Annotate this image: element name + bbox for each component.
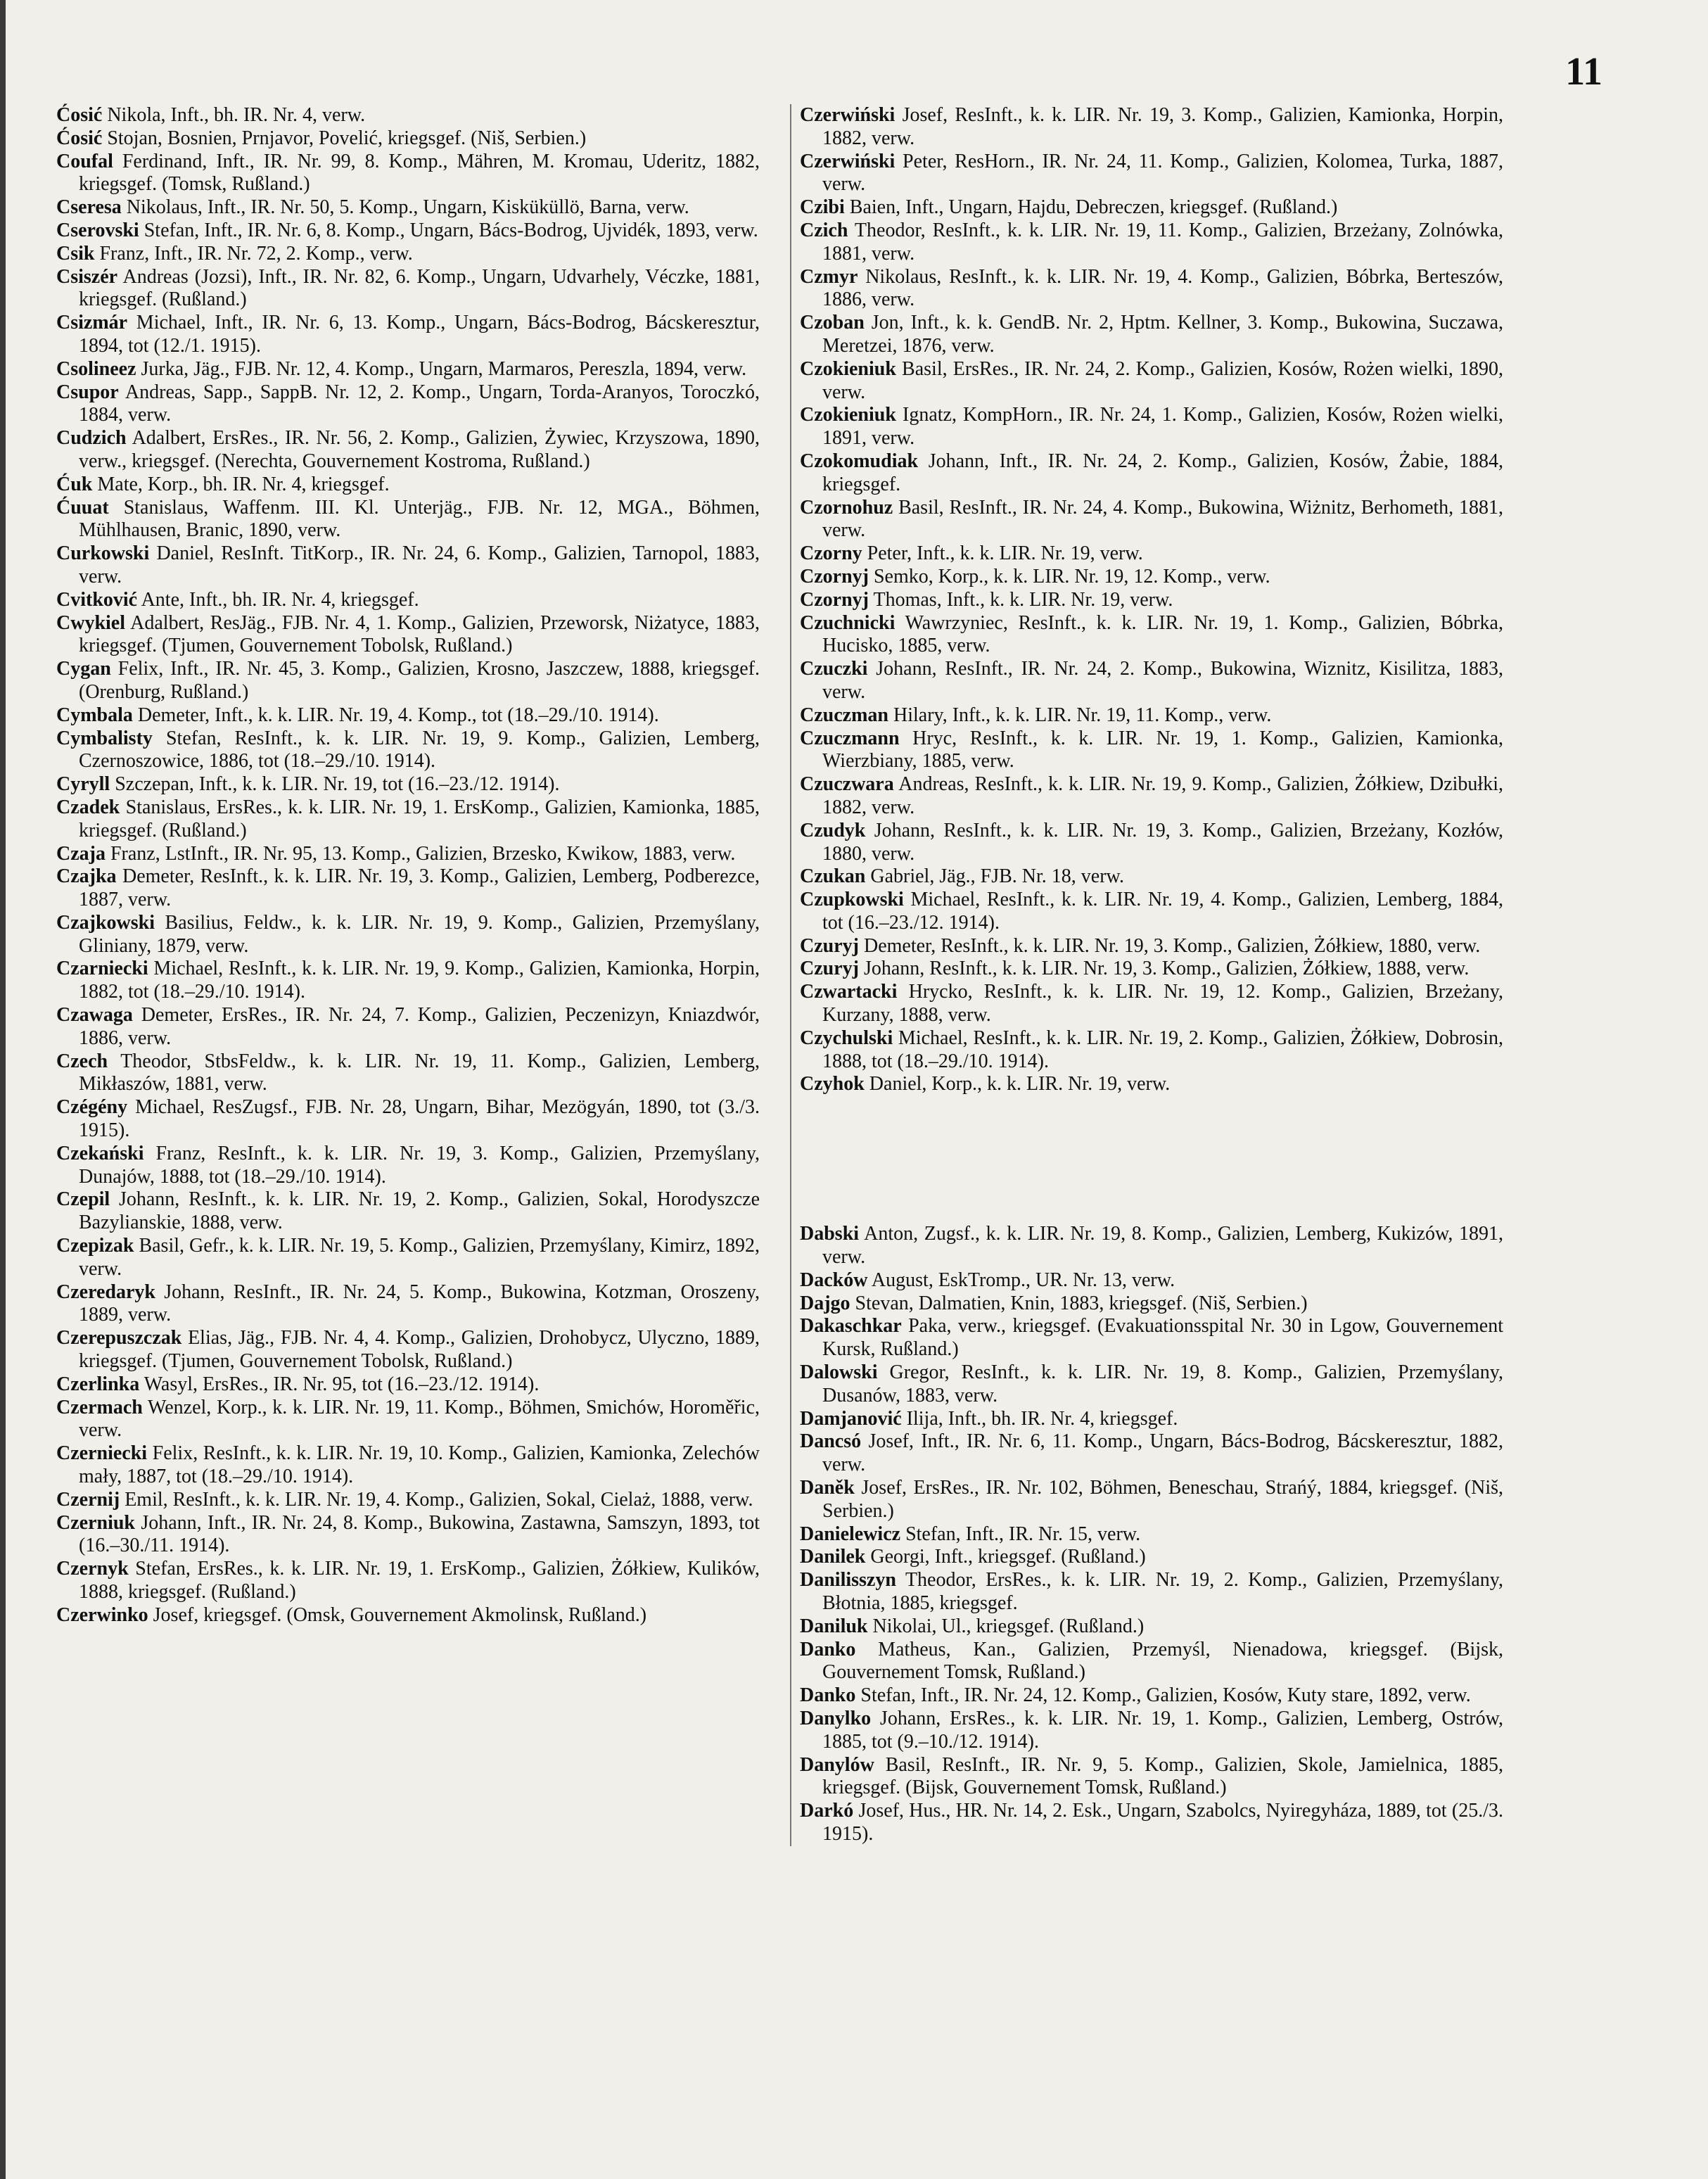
entry-surname: Czychulski xyxy=(800,1027,893,1049)
list-item xyxy=(56,1004,760,1050)
entry-details: Theodor, ResInft., k. k. LIR. Nr. 19, 11. Komp., Galizien, Brzeżany, Zolnówka, 1881, verw. xyxy=(822,219,1503,265)
entry-details: Gabriel, Jäg., FJB. Nr. 18, verw. xyxy=(870,865,1124,888)
list-item xyxy=(800,266,1503,312)
list-item xyxy=(800,1754,1503,1800)
entry-details: Andreas (Jozsi), Inft., IR. Nr. 82, 6. Komp., Ungarn, Udvarhely, Véczke, 1881, kriegsgef. (Rußland.) xyxy=(79,265,760,311)
list-item xyxy=(800,542,1503,566)
entry-surname: Czwartacki xyxy=(800,981,898,1003)
list-item xyxy=(56,843,760,866)
right-column-c-entries xyxy=(800,104,1503,1096)
right-column xyxy=(790,104,1503,1846)
list-item xyxy=(800,1361,1503,1408)
entry-details: Hilary, Inft., k. k. LIR. Nr. 19, 11. Komp., verw. xyxy=(893,704,1272,726)
entry-surname: Damjanović xyxy=(800,1407,902,1430)
entry-details: Stojan, Bosnien, Prnjavor, Povelić, kriegsgef. (Niš, Serbien.) xyxy=(107,127,587,149)
entry-surname: Cudzich xyxy=(56,427,127,450)
list-item xyxy=(56,220,760,243)
list-item xyxy=(800,1639,1503,1685)
entry-surname: Dalowski xyxy=(800,1361,878,1384)
entry-details: Michael, ResInft., k. k. LIR. Nr. 19, 2. Komp., Galizien, Żółkiew, Dobrosin, 1888, tot (18.–29./10. 1914). xyxy=(822,1027,1504,1072)
entry-surname: Czuryj xyxy=(800,934,859,957)
list-item xyxy=(56,728,760,774)
list-item xyxy=(800,1569,1503,1615)
entry-details: Johann, Inft., IR. Nr. 24, 2. Komp., Galizien, Kosów, Żabie, 1884, kriegsgef. xyxy=(822,450,1504,495)
entry-details: Johann, ResInft., k. k. LIR. Nr. 19, 2. Komp., Galizien, Sokal, Horodyszcze Bazylianskie, 1888, verw. xyxy=(79,1188,760,1234)
list-item xyxy=(56,1558,760,1604)
entry-details: Demeter, Inft., k. k. LIR. Nr. 19, 4. Komp., tot (18.–29./10. 1914). xyxy=(137,704,659,726)
entry-details: Josef, ResInft., k. k. LIR. Nr. 19, 3. Komp., Galizien, Kamionka, Horpin, 1882, verw. xyxy=(822,104,1503,149)
list-item xyxy=(56,865,760,912)
entry-surname: Cymbalisty xyxy=(56,727,153,749)
list-item xyxy=(800,773,1503,820)
list-item xyxy=(800,658,1503,704)
list-item xyxy=(56,612,760,659)
entry-surname: Czornyj xyxy=(800,565,869,587)
entry-surname: Czokomudiak xyxy=(800,450,919,472)
entry-details: Ignatz, KompHorn., IR. Nr. 24, 1. Komp., Galizien, Kosów, Rożen wielki, 1891, verw. xyxy=(822,404,1503,450)
entry-details: Basil, ResInft., IR. Nr. 24, 4. Komp., Bukowina, Wiżnitz, Berhometh, 1881, verw. xyxy=(822,496,1503,542)
entry-surname: Csiszér xyxy=(56,265,118,288)
entry-surname: Czeredaryk xyxy=(56,1281,155,1303)
list-item xyxy=(56,474,760,497)
list-item xyxy=(56,589,760,612)
list-item xyxy=(56,1604,760,1627)
list-item xyxy=(56,243,760,266)
list-item xyxy=(800,1800,1503,1846)
list-item xyxy=(800,566,1503,589)
entry-surname: Czokieniuk xyxy=(800,357,896,380)
entry-details: Ilija, Inft., bh. IR. Nr. 4, kriegsgef. xyxy=(906,1407,1178,1430)
entry-details: Demeter, ResInft., k. k. LIR. Nr. 19, 3. Komp., Galizien, Żółkiew, 1880, verw. xyxy=(863,934,1481,957)
entry-surname: Dacków xyxy=(800,1269,868,1291)
entry-surname: Danko xyxy=(800,1684,856,1707)
entry-surname: Cserovski xyxy=(56,219,139,241)
entry-surname: Czerlinka xyxy=(56,1373,140,1395)
list-item xyxy=(56,1442,760,1489)
entry-details: Stevan, Dalmatien, Knin, 1883, kriegsgef. (Niš, Serbien.) xyxy=(855,1292,1308,1314)
entry-surname: Czerniuk xyxy=(56,1511,135,1534)
entry-details: Hryc, ResInft., k. k. LIR. Nr. 19, 1. Komp., Galizien, Kamionka, Wierzbiany, 1885, verw. xyxy=(822,727,1504,773)
list-item xyxy=(56,196,760,220)
list-item xyxy=(800,497,1503,543)
list-item xyxy=(800,358,1503,405)
entry-surname: Czuczman xyxy=(800,704,888,726)
entry-surname: Czich xyxy=(800,219,848,241)
entry-details: Wasyl, ErsRes., IR. Nr. 95, tot (16.–23./12. 1914). xyxy=(144,1373,540,1395)
entry-surname: Csolineez xyxy=(56,357,136,380)
entry-surname: Czerwiński xyxy=(800,150,896,172)
list-item xyxy=(800,1430,1503,1477)
list-item xyxy=(800,1615,1503,1639)
list-item xyxy=(800,220,1503,266)
entry-surname: Czajka xyxy=(56,865,117,888)
entry-details: Anton, Zugsf., k. k. LIR. Nr. 19, 8. Komp., Galizien, Lemberg, Kukizów, 1891, verw. xyxy=(822,1223,1503,1269)
list-item xyxy=(800,865,1503,889)
entry-details: Basil, ErsRes., IR. Nr. 24, 2. Komp., Galizien, Kosów, Rożen wielki, 1890, verw. xyxy=(822,357,1503,403)
entry-surname: Danylko xyxy=(800,1708,872,1729)
entry-details: Felix, ResInft., k. k. LIR. Nr. 19, 10. Komp., Galizien, Kamionka, Zelechów mały, 1887, tot (18.–29./10. 1914). xyxy=(79,1442,760,1488)
entry-surname: Czukan xyxy=(800,865,866,888)
list-item xyxy=(800,728,1503,774)
entry-details: Stanislaus, Waffenm. III. Kl. Unterjäg., FJB. Nr. 12, MGA., Böhmen, Mühlhausen, Branic, 1890, verw. xyxy=(79,496,760,542)
list-item xyxy=(800,589,1503,612)
entry-surname: Cseresa xyxy=(56,196,122,219)
entry-surname: Czajkowski xyxy=(56,911,155,934)
list-item xyxy=(56,912,760,958)
list-item xyxy=(800,151,1503,197)
entry-surname: Czekański xyxy=(56,1142,144,1164)
entry-details: Wawrzyniec, ResInft., k. k. LIR. Nr. 19, 1. Komp., Galizien, Bóbrka, Hucisko, 1885, verw. xyxy=(822,611,1503,657)
entry-details: Basilius, Feldw., k. k. LIR. Nr. 19, 9. Komp., Galizien, Przemyślany, Gliniany, 1879, verw. xyxy=(79,911,760,957)
entry-surname: Czech xyxy=(56,1050,108,1072)
entry-surname: Cymbala xyxy=(56,704,133,726)
entry-surname: Dakaschkar xyxy=(800,1315,902,1338)
entry-details: Nikolaus, ResInft., k. k. LIR. Nr. 19, 4. Komp., Galizien, Bóbrka, Berteszów, 1886, verw. xyxy=(822,265,1504,311)
list-item xyxy=(800,1708,1503,1754)
list-item xyxy=(800,1546,1503,1569)
list-item xyxy=(800,704,1503,728)
entry-details: Josef, kriegsgef. (Omsk, Gouvernement Akmolinsk, Rußland.) xyxy=(153,1603,647,1626)
list-item xyxy=(56,427,760,474)
entry-details: Stefan, Inft., IR. Nr. 15, verw. xyxy=(905,1523,1141,1545)
list-item xyxy=(56,773,760,796)
page-number: 11 xyxy=(1565,50,1602,94)
list-item xyxy=(56,151,760,197)
entry-surname: Czuczwara xyxy=(800,773,894,796)
entry-surname: Daněk xyxy=(800,1477,855,1499)
entry-surname: Czorny xyxy=(800,542,862,565)
entry-details: Nikola, Inft., bh. IR. Nr. 4, verw. xyxy=(107,104,366,126)
list-item xyxy=(800,1223,1503,1269)
list-item xyxy=(800,1269,1503,1292)
entry-surname: Cyryll xyxy=(56,773,110,796)
list-item xyxy=(56,104,760,127)
list-item xyxy=(56,1512,760,1558)
entry-details: Stefan, Inft., IR. Nr. 6, 8. Komp., Ungarn, Bács-Bodrog, Ujvidék, 1893, verw. xyxy=(144,219,758,241)
entry-surname: Czerwinko xyxy=(56,1603,148,1626)
entry-details: Peter, Inft., k. k. LIR. Nr. 19, verw. xyxy=(867,542,1143,565)
entry-details: Stefan, ResInft., k. k. LIR. Nr. 19, 9. Komp., Galizien, Lemberg, Czernoszowice, 1886, tot (18.–29./10. 1914). xyxy=(79,727,760,773)
entry-details: Hrycko, ResInft., k. k. LIR. Nr. 19, 12. Komp., Galizien, Brzeżany, Kurzany, 1888, verw. xyxy=(822,981,1503,1027)
entry-surname: Cvitković xyxy=(56,588,138,611)
entry-surname: Dancsó xyxy=(800,1430,862,1453)
entry-surname: Cwykiel xyxy=(56,611,125,634)
entry-details: Andreas, Sapp., SappB. Nr. 12, 2. Komp., Ungarn, Torda-Aranyos, Toroczkó, 1884, verw. xyxy=(79,381,760,426)
list-item xyxy=(56,542,760,589)
entry-surname: Czawaga xyxy=(56,1004,133,1027)
entry-details: Johann, ResInft., IR. Nr. 24, 2. Komp., Bukowina, Wiznitz, Kisilitza, 1883, verw. xyxy=(822,658,1504,703)
entry-details: Daniel, ResInft. TitKorp., IR. Nr. 24, 6. Komp., Galizien, Tarnopol, 1883, verw. xyxy=(79,542,760,587)
entry-surname: Daniluk xyxy=(800,1615,868,1637)
entry-details: Michael, ResInft., k. k. LIR. Nr. 19, 9. Komp., Galizien, Kamionka, Horpin, 1882, tot (18.–29./10. 1914). xyxy=(79,958,760,1003)
list-item xyxy=(800,612,1503,659)
entry-details: Andreas, ResInft., k. k. LIR. Nr. 19, 9. Komp., Galizien, Żółkiew, Dzibułki, 1882, verw. xyxy=(822,773,1503,818)
entry-surname: Czokieniuk xyxy=(800,404,896,426)
entry-surname: Czerniecki xyxy=(56,1442,148,1465)
list-item xyxy=(56,312,760,358)
entry-details: Josef, ErsRes., IR. Nr. 102, Böhmen, Beneschau, Strańý, 1884, kriegsgef. (Niš, Serbien.) xyxy=(822,1477,1503,1522)
list-item xyxy=(56,1489,760,1512)
list-item xyxy=(800,958,1503,981)
entry-surname: Czudyk xyxy=(800,819,866,841)
list-item xyxy=(56,1188,760,1235)
entry-surname: Czibi xyxy=(800,196,845,219)
entry-details: August, EskTromp., UR. Nr. 13, verw. xyxy=(871,1269,1175,1291)
entry-surname: Czuczki xyxy=(800,658,868,680)
entry-details: Felix, Inft., IR. Nr. 45, 3. Komp., Galizien, Krosno, Jaszczew, 1888, kriegsgef. (Orenburg, Rußland.) xyxy=(79,658,760,703)
entry-details: Semko, Korp., k. k. LIR. Nr. 19, 12. Komp., verw. xyxy=(873,565,1270,587)
entry-surname: Czadek xyxy=(56,796,120,818)
entry-details: Paka, verw., kriegsgef. (Evakuationsspital Nr. 30 in Lgow, Gouvernement Kursk, Rußland.) xyxy=(822,1315,1503,1361)
entry-surname: Csik xyxy=(56,242,95,265)
entry-details: Szczepan, Inft., k. k. LIR. Nr. 19, tot (16.–23./12. 1914). xyxy=(115,773,560,796)
entry-details: Demeter, ErsRes., IR. Nr. 24, 7. Komp., Galizien, Peczenizyn, Kniazdwór, 1886, verw. xyxy=(79,1004,760,1049)
entry-surname: Danilek xyxy=(800,1546,866,1568)
entry-surname: Darkó xyxy=(800,1800,854,1822)
entry-details: Matheus, Kan., Galizien, Przemyśl, Nienadowa, kriegsgef. (Bijsk, Gouvernement Tomsk, Rußland.) xyxy=(822,1638,1503,1684)
left-column xyxy=(56,104,760,1627)
entry-details: Jurka, Jäg., FJB. Nr. 12, 4. Komp., Ungarn, Marmaros, Pereszla, 1894, verw. xyxy=(141,357,747,380)
entry-surname: Czernij xyxy=(56,1488,120,1511)
entry-details: Adalbert, ResJäg., FJB. Nr. 4, 1. Komp., Galizien, Przeworsk, Niżatyce, 1883, kriegsgef. (Tjumen, Gouvernement Tobolsk, Rußland.) xyxy=(79,611,760,657)
entry-details: Josef, Hus., HR. Nr. 14, 2. Esk., Ungarn, Szabolcs, Nyiregyháza, 1889, tot (25./3. 1915). xyxy=(822,1800,1503,1845)
entry-details: Theodor, ErsRes., k. k. LIR. Nr. 19, 2. Komp., Galizien, Przemyślany, Błotnia, 1885, kriegsgef. xyxy=(822,1569,1503,1615)
entry-details: Baien, Inft., Ungarn, Hajdu, Debreczen, kriegsgef. (Rußland.) xyxy=(849,196,1338,219)
entry-details: Thomas, Inft., k. k. LIR. Nr. 19, verw. xyxy=(873,588,1173,611)
entry-surname: Ćosić xyxy=(56,127,103,149)
list-item xyxy=(800,1073,1503,1096)
entry-details: Franz, LstInft., IR. Nr. 95, 13. Komp., Galizien, Brzesko, Kwikow, 1883, verw. xyxy=(110,842,736,865)
entry-surname: Czuczmann xyxy=(800,727,900,749)
entry-details: Stanislaus, ErsRes., k. k. LIR. Nr. 19, 1. ErsKomp., Galizien, Kamionka, 1885, kriegsgef. (Rußland.) xyxy=(79,796,760,841)
entry-surname: Danko xyxy=(800,1638,856,1660)
list-item xyxy=(56,1327,760,1373)
list-item xyxy=(56,1235,760,1281)
list-item xyxy=(800,1684,1503,1708)
entry-details: Johann, ErsRes., k. k. LIR. Nr. 19, 1. Komp., Galizien, Lemberg, Ostrów, 1885, tot (9.–10./12. 1914). xyxy=(822,1708,1504,1753)
list-item xyxy=(56,381,760,428)
list-item xyxy=(800,935,1503,958)
entry-details: Johann, ResInft., k. k. LIR. Nr. 19, 3. Komp., Galizien, Żółkiew, 1888, verw. xyxy=(863,958,1470,980)
entry-surname: Czepizak xyxy=(56,1235,134,1257)
list-item xyxy=(56,1281,760,1328)
entry-details: Nikolai, Ul., kriegsgef. (Rußland.) xyxy=(872,1615,1145,1637)
entry-surname: Czaja xyxy=(56,842,106,865)
entry-details: Stefan, Inft., IR. Nr. 24, 12. Komp., Galizien, Kosów, Kuty stare, 1892, verw. xyxy=(860,1684,1471,1707)
list-item xyxy=(800,450,1503,497)
entry-surname: Csupor xyxy=(56,381,119,403)
entry-details: Johann, ResInft., k. k. LIR. Nr. 19, 3. Komp., Galizien, Brzeżany, Kozłów, 1880, verw. xyxy=(822,819,1504,865)
entry-surname: Danielewicz xyxy=(800,1523,901,1545)
list-item xyxy=(56,127,760,151)
entry-surname: Ćuuat xyxy=(56,496,109,519)
list-item xyxy=(56,1143,760,1189)
entry-surname: Ćosić xyxy=(56,104,103,126)
entry-surname: Coufal xyxy=(56,150,113,172)
entry-details: Ferdinand, Inft., IR. Nr. 99, 8. Komp., Mähren, M. Kromau, Uderitz, 1882, kriegsgef. (Tomsk, Rußland.) xyxy=(79,150,760,196)
entry-surname: Czernyk xyxy=(56,1558,129,1580)
entry-details: Michael, ResZugsf., FJB. Nr. 28, Ungarn, Bihar, Mezögyán, 1890, tot (3./3. 1915). xyxy=(79,1096,760,1142)
entry-surname: Danylów xyxy=(800,1753,874,1776)
list-item xyxy=(800,1523,1503,1546)
list-item xyxy=(800,104,1503,151)
entry-surname: Czarniecki xyxy=(56,958,148,980)
entry-surname: Czornohuz xyxy=(800,496,893,519)
list-item xyxy=(800,404,1503,450)
entry-details: Jon, Inft., k. k. GendB. Nr. 2, Hptm. Kellner, 3. Komp., Bukowina, Suczawa, Meretzei, 1876, verw. xyxy=(822,312,1504,357)
entry-details: Nikolaus, Inft., IR. Nr. 50, 5. Komp., Ungarn, Kisküküllö, Barna, verw. xyxy=(126,196,689,219)
entry-details: Johann, ResInft., IR. Nr. 24, 5. Komp., Bukowina, Kotzman, Oroszeny, 1889, verw. xyxy=(79,1281,760,1326)
list-item xyxy=(800,820,1503,866)
entry-details: Josef, Inft., IR. Nr. 6, 11. Komp., Ungarn, Bács-Bodrog, Bácskeresztur, 1882, verw. xyxy=(822,1430,1504,1476)
list-item xyxy=(800,1027,1503,1074)
entry-details: Basil, Gefr., k. k. LIR. Nr. 19, 5. Komp., Galizien, Przemyślany, Kimirz, 1892, verw. xyxy=(79,1235,760,1280)
list-item xyxy=(56,1096,760,1143)
list-item xyxy=(800,889,1503,935)
list-item xyxy=(56,1397,760,1443)
entry-surname: Dajgo xyxy=(800,1292,850,1314)
entry-surname: Danilisszyn xyxy=(800,1569,896,1592)
entry-details: Adalbert, ErsRes., IR. Nr. 56, 2. Komp., Galizien, Żywiec, Krzyszowa, 1890, verw., kriegsgef. (Nerechta, Gouvernement Kostroma, Rußland.) xyxy=(79,427,760,472)
entry-details: Michael, Inft., IR. Nr. 6, 13. Komp., Ungarn, Bács-Bodrog, Bácskeresztur, 1894, tot (12./1. 1915). xyxy=(79,312,760,357)
list-item xyxy=(56,1050,760,1097)
list-item xyxy=(800,1315,1503,1361)
entry-details: Peter, ResHorn., IR. Nr. 24, 11. Komp., Galizien, Kolomea, Turka, 1887, verw. xyxy=(822,150,1503,196)
entry-details: Georgi, Inft., kriegsgef. (Rußland.) xyxy=(870,1546,1146,1568)
list-item xyxy=(800,1292,1503,1316)
list-item xyxy=(56,704,760,728)
entry-surname: Curkowski xyxy=(56,542,150,565)
entry-surname: Dabski xyxy=(800,1223,860,1245)
list-item xyxy=(56,658,760,704)
entry-surname: Czuchnicki xyxy=(800,611,896,634)
entry-details: Franz, ResInft., k. k. LIR. Nr. 19, 3. Komp., Galizien, Przemyślany, Dunajów, 1888, tot (18.–29./10. 1914). xyxy=(79,1142,760,1188)
entry-details: Emil, ResInft., k. k. LIR. Nr. 19, 4. Komp., Galizien, Sokal, Cielaż, 1888, verw. xyxy=(125,1488,753,1511)
entry-details: Franz, Inft., IR. Nr. 72, 2. Komp., verw. xyxy=(99,242,413,265)
entry-surname: Czyhok xyxy=(800,1073,865,1095)
list-item xyxy=(800,981,1503,1027)
entry-details: Michael, ResInft., k. k. LIR. Nr. 19, 4. Komp., Galizien, Lemberg, 1884, tot (16.–23./12. 1914). xyxy=(822,889,1503,934)
list-item xyxy=(56,358,760,381)
list-item xyxy=(56,1373,760,1397)
entry-details: Ante, Inft., bh. IR. Nr. 4, kriegsgef. xyxy=(141,588,419,611)
section-gap xyxy=(800,1096,1503,1223)
entry-details: Daniel, Korp., k. k. LIR. Nr. 19, verw. xyxy=(869,1073,1171,1095)
entry-surname: Czermach xyxy=(56,1396,143,1418)
entry-details: Stefan, ErsRes., k. k. LIR. Nr. 19, 1. ErsKomp., Galizien, Żółkiew, Kulików, 1888, kriegsgef. (Rußland.) xyxy=(79,1558,760,1603)
entry-surname: Czoban xyxy=(800,312,865,334)
entry-details: Wenzel, Korp., k. k. LIR. Nr. 19, 11. Komp., Böhmen, Smichów, Horoměřic, verw. xyxy=(79,1396,760,1442)
entry-surname: Czerwiński xyxy=(800,104,896,126)
entry-surname: Czuryj xyxy=(800,958,859,980)
list-item xyxy=(800,196,1503,220)
list-item xyxy=(56,497,760,543)
list-item xyxy=(56,796,760,843)
list-item xyxy=(800,1408,1503,1431)
entry-surname: Czepil xyxy=(56,1188,110,1211)
entry-details: Elias, Jäg., FJB. Nr. 4, 4. Komp., Galizien, Drohobycz, Ulyczno, 1889, kriegsgef. (Tjumen, Gouvernement Tobolsk, Rußland.) xyxy=(79,1327,760,1373)
entry-surname: Czmyr xyxy=(800,265,858,288)
entry-details: Mate, Korp., bh. IR. Nr. 4, kriegsgef. xyxy=(97,473,390,495)
entry-details: Demeter, ResInft., k. k. LIR. Nr. 19, 3. Komp., Galizien, Lemberg, Podberezce, 1887, verw. xyxy=(79,865,760,911)
entry-surname: Czégény xyxy=(56,1096,128,1119)
list-item xyxy=(56,958,760,1004)
list-item xyxy=(56,266,760,312)
entry-details: Basil, ResInft., IR. Nr. 9, 5. Komp., Galizien, Skole, Jamielnica, 1885, kriegsgef. (Bijsk, Gouvernement Tomsk, Rußland.) xyxy=(822,1753,1503,1799)
entry-details: Johann, Inft., IR. Nr. 24, 8. Komp., Bukowina, Zastawna, Samszyn, 1893, tot (16.–30./11. 1914). xyxy=(79,1511,760,1557)
entry-details: Gregor, ResInft., k. k. LIR. Nr. 19, 8. Komp., Galizien, Przemyślany, Dusanów, 1883, verw. xyxy=(822,1361,1503,1406)
entry-details: Theodor, StbsFeldw., k. k. LIR. Nr. 19, 11. Komp., Galizien, Lemberg, Mikłaszów, 1881, verw. xyxy=(79,1050,760,1095)
entry-surname: Czupkowski xyxy=(800,889,904,911)
right-column-d-entries xyxy=(800,1223,1503,1846)
list-item xyxy=(800,1477,1503,1523)
entry-surname: Ćuk xyxy=(56,473,93,495)
entry-surname: Cygan xyxy=(56,658,111,680)
entry-surname: Czornyj xyxy=(800,588,869,611)
entry-surname: Csizmár xyxy=(56,312,128,334)
list-item xyxy=(800,312,1503,358)
entry-surname: Czerepuszczak xyxy=(56,1327,182,1349)
